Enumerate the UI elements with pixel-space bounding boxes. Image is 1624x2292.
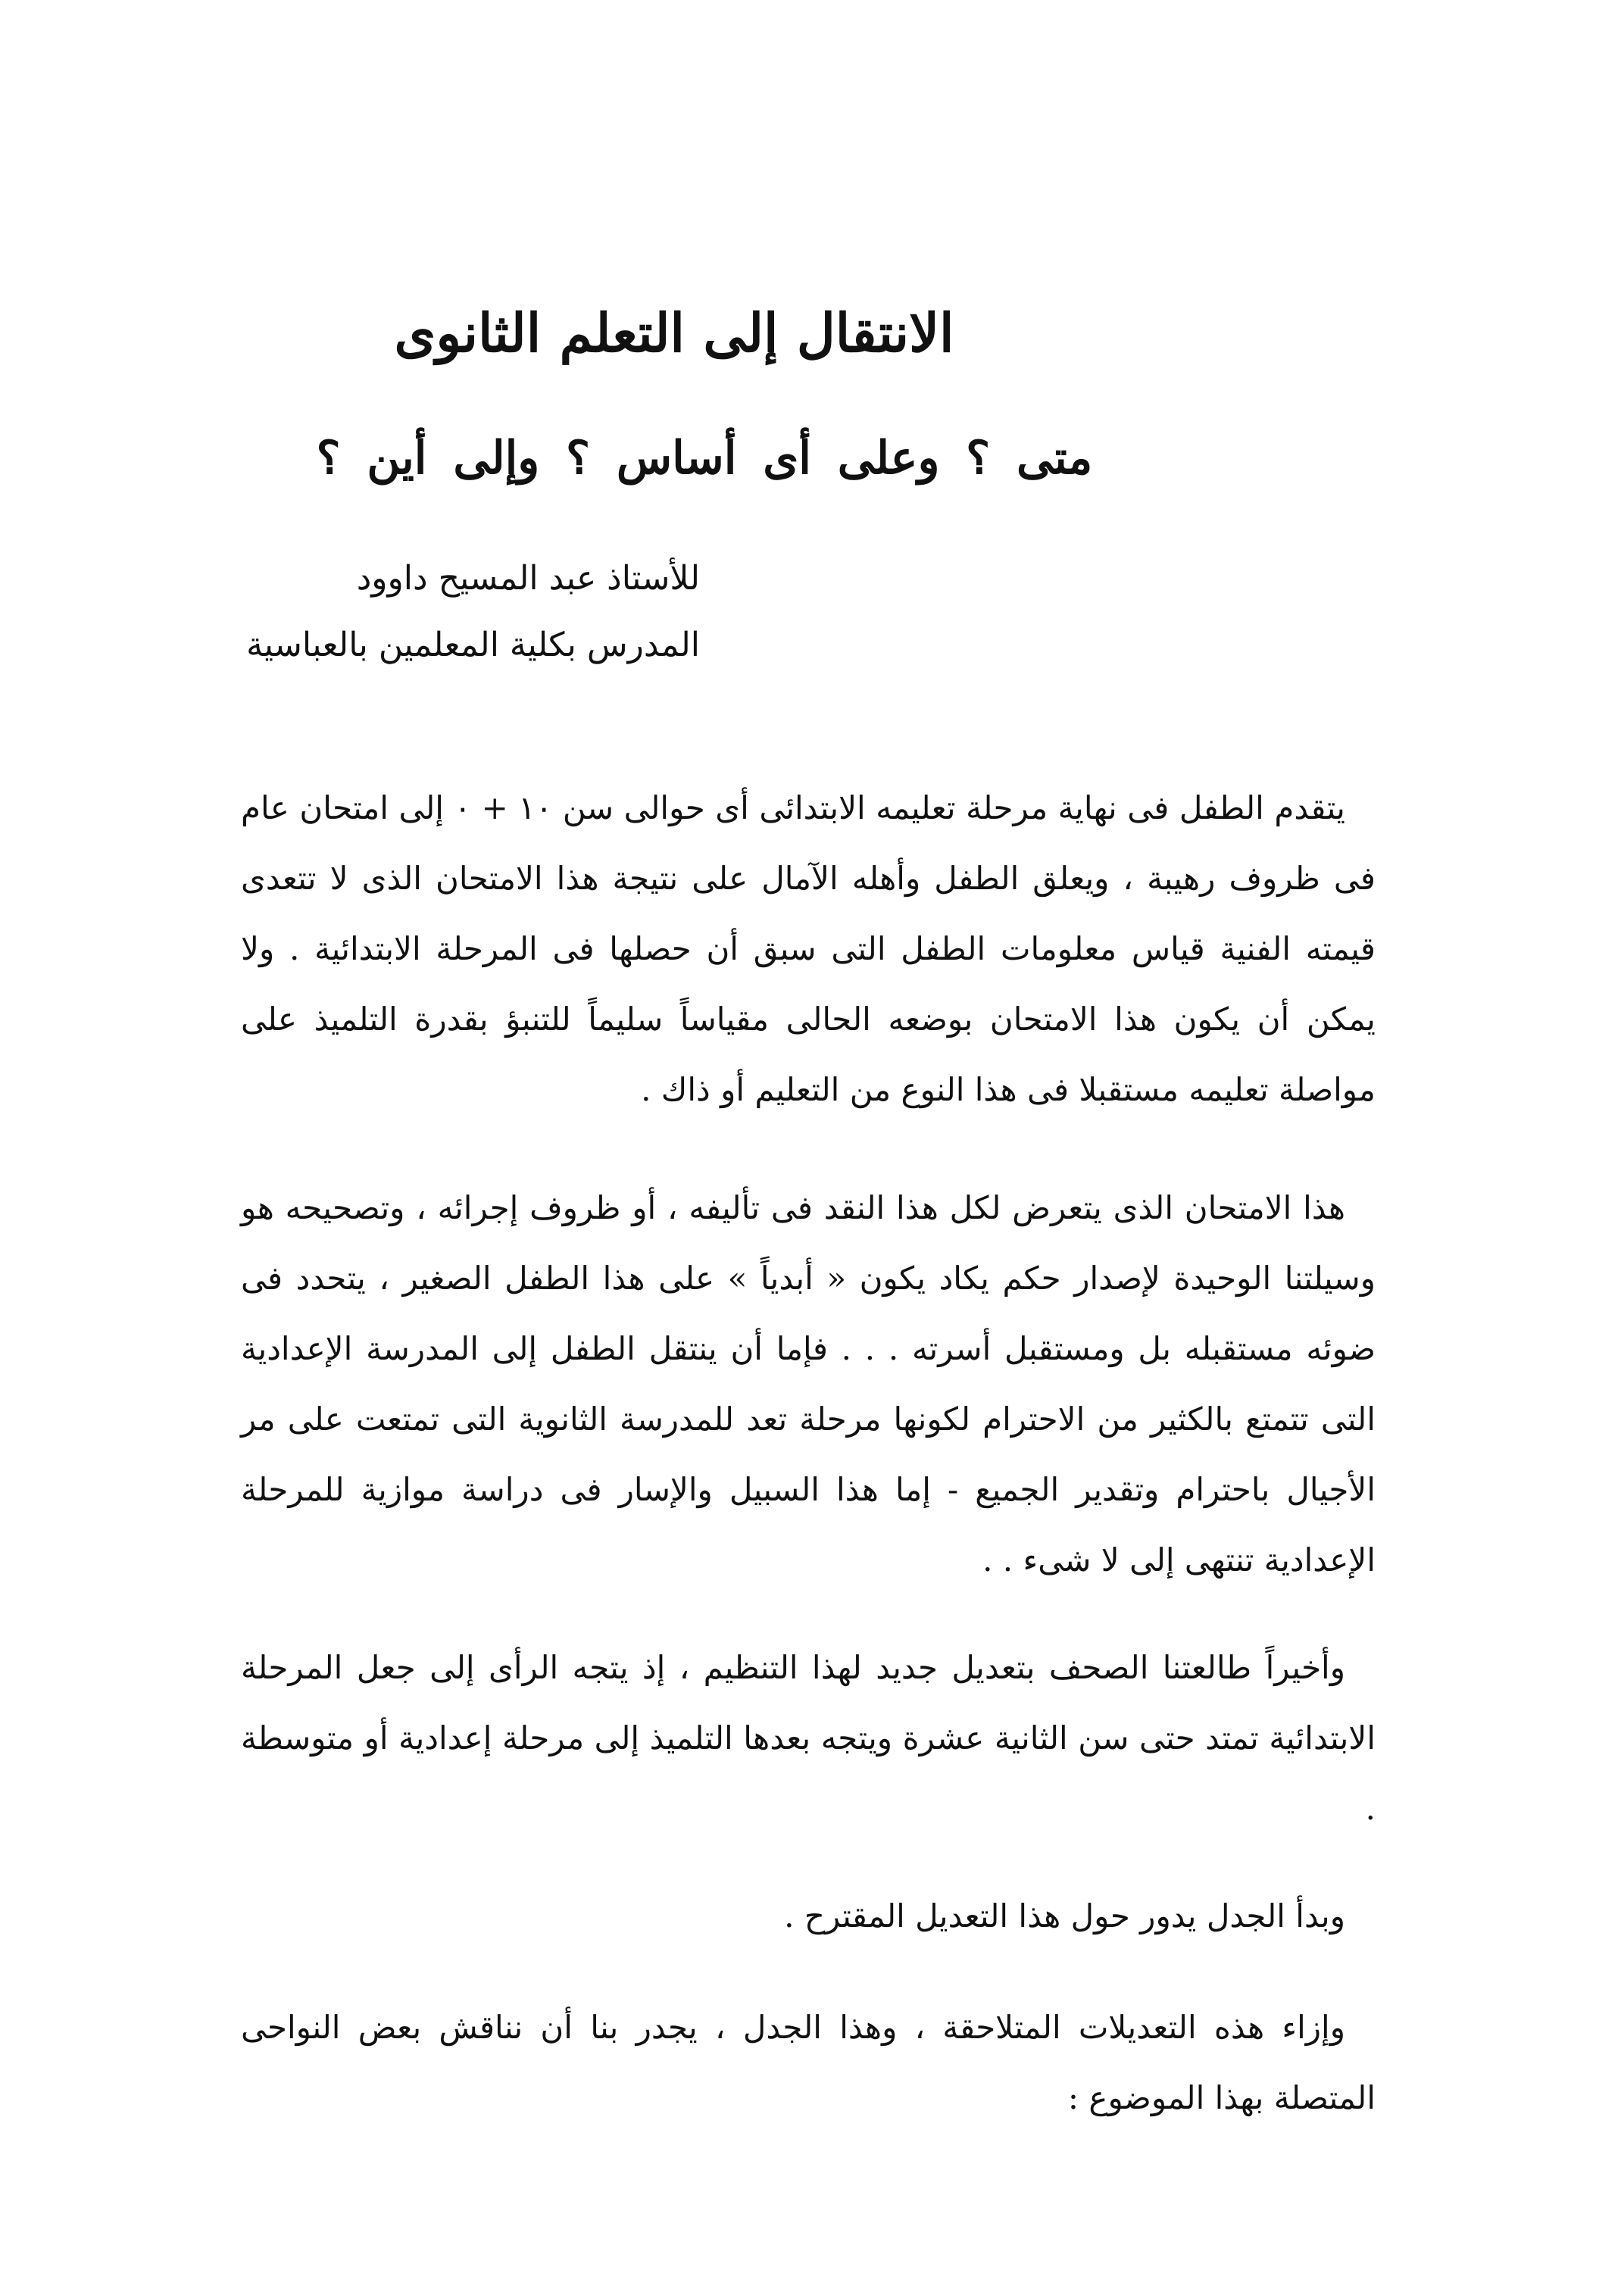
author-name: للأستاذ عبد المسيح داوود — [356, 559, 700, 598]
article-subtitle: متى ؟ وعلى أى أساس ؟ وإلى أين ؟ — [316, 432, 1093, 485]
paragraph-1: يتقدم الطفل فى نهاية مرحلة تعليمه الابتدائى أى حوالى سن ١٠ + ٠ إلى امتحان عام فى ظروف رهيبة ، ويعلق الطفل وأهله الآمال على نتيجة هذا الامتحان الذى لا تتعدى قيمته الفنية قياس معلومات الطفل التى سبق أن حصلها فى المرحلة الابتدائية . ولا يمكن أن يكون هذا الامتحان بوضعه الحالى مقياساً سليماً للتنبؤ بقدرة التلميذ على مواصلة تعليمه مستقبلا فى هذا النوع من التعليم أو ذاك . — [241, 789, 1376, 1108]
paragraph-2: هذا الامتحان الذى يتعرض لكل هذا النقد فى تأليفه ، أو ظروف إجرائه ، وتصحيحه هو وسيلتنا الوحيدة لإصدار حكم يكاد يكون « أبدياً » على هذا الطفل الصغير ، يتحدد فى ضوئه مستقبله بل ومستقبل أسرته . . . فإما أن ينتقل الطفل إلى المدرسة الإعدادية التى تتمتع بالكثير من الاحترام لكونها مرحلة تعد للمدرسة الثانوية التى تمتعت على مر الأجيال باحترام وتقدير الجميع - إما هذا السبيل والإسار فى دراسة موازية للمرحلة الإعدادية تنتهى إلى لا شىء . . — [241, 1189, 1376, 1578]
article-title: الانتقال إلى التعلم الثانوى — [394, 301, 954, 364]
paragraph-5: وإزاء هذه التعديلات المتلاحقة ، وهذا الجدل ، يجدر بنا أن نناقش بعض النواحى المتصلة بهذا الموضوع : — [241, 2009, 1376, 2116]
paragraph-3: وأخيراً طالعتنا الصحف بتعديل جديد لهذا التنظيم ، إذ يتجه الرأى إلى جعل المرحلة الابتدائية تمتد حتى سن الثانية عشرة ويتجه بعدها التلميذ إلى مرحلة إعدادية أو متوسطة . — [241, 1649, 1376, 1827]
author-block — [170, 545, 700, 679]
author-affiliation: المدرس بكلية المعلمين بالعباسية — [246, 626, 700, 664]
paragraph-4: وبدأ الجدل يدور حول هذا التعديل المقترح . — [784, 1897, 1345, 1934]
